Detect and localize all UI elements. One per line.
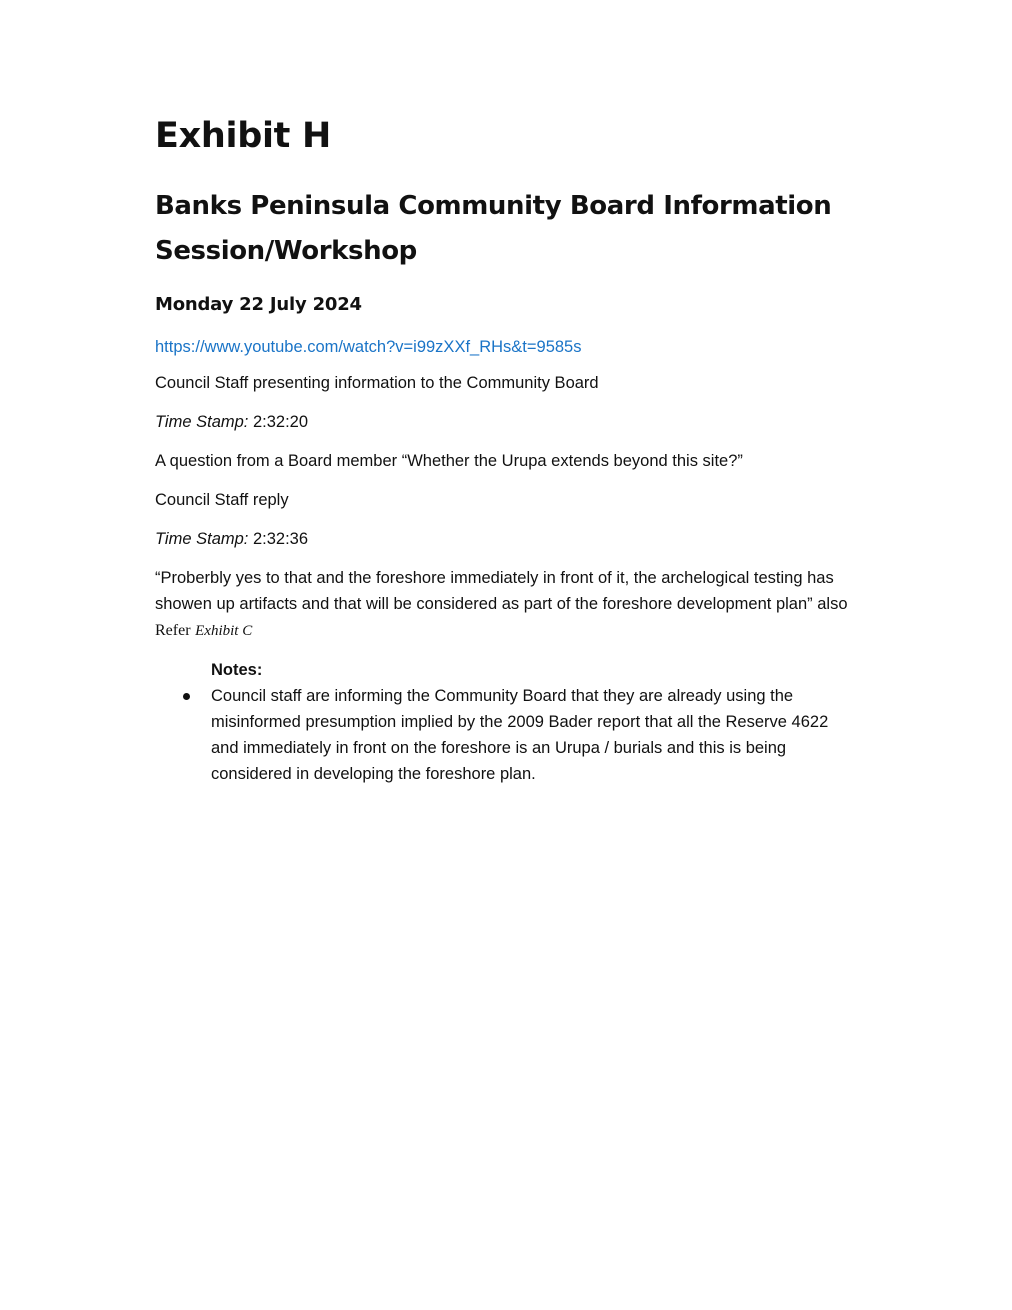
exhibit-title: Exhibit H xyxy=(155,116,331,156)
bullet-icon xyxy=(183,693,190,700)
reply-intro: Council Staff reply xyxy=(155,491,289,509)
document-page xyxy=(155,112,855,787)
intro-paragraph: Council Staff presenting information to the Community Board xyxy=(155,374,599,392)
timestamp-label: Time Stamp: xyxy=(155,530,249,548)
question-paragraph: A question from a Board member “Whether the Urupa extends beyond this site?” xyxy=(155,452,743,470)
notes-section xyxy=(211,657,861,787)
timestamp-1 xyxy=(155,409,855,435)
quote-text: “Proberbly yes to that and the foreshore immediately in front of it, the archelogical testing has showen up artifacts and that will be considered as part of the foreshore development plan” also xyxy=(155,569,848,613)
timestamp-value: 2:32:20 xyxy=(252,413,309,431)
session-date: Monday 22 July 2024 xyxy=(155,294,362,315)
document-heading: Banks Peninsula Community Board Information Session/Workshop xyxy=(155,191,832,266)
timestamp-label: Time Stamp: xyxy=(155,413,249,431)
quote-paragraph xyxy=(155,565,855,644)
refer-exhibit: Exhibit C xyxy=(195,623,253,639)
refer-text: Refer xyxy=(155,622,191,639)
list-item xyxy=(211,683,861,787)
notes-title: Notes: xyxy=(211,661,263,679)
youtube-link[interactable]: https://www.youtube.com/watch?v=i99zXXf_RHs&t=9585s xyxy=(155,338,582,356)
note-text: Council staff are informing the Community Board that they are already using the misinformed presumption implied by the 2009 Bader report that all the Reserve 4622 and immediately in front on the foreshore is an Urupa / burials and this is being considered in developing the foreshore plan. xyxy=(211,687,829,783)
timestamp-value: 2:32:36 xyxy=(252,530,309,548)
timestamp-2 xyxy=(155,526,855,552)
